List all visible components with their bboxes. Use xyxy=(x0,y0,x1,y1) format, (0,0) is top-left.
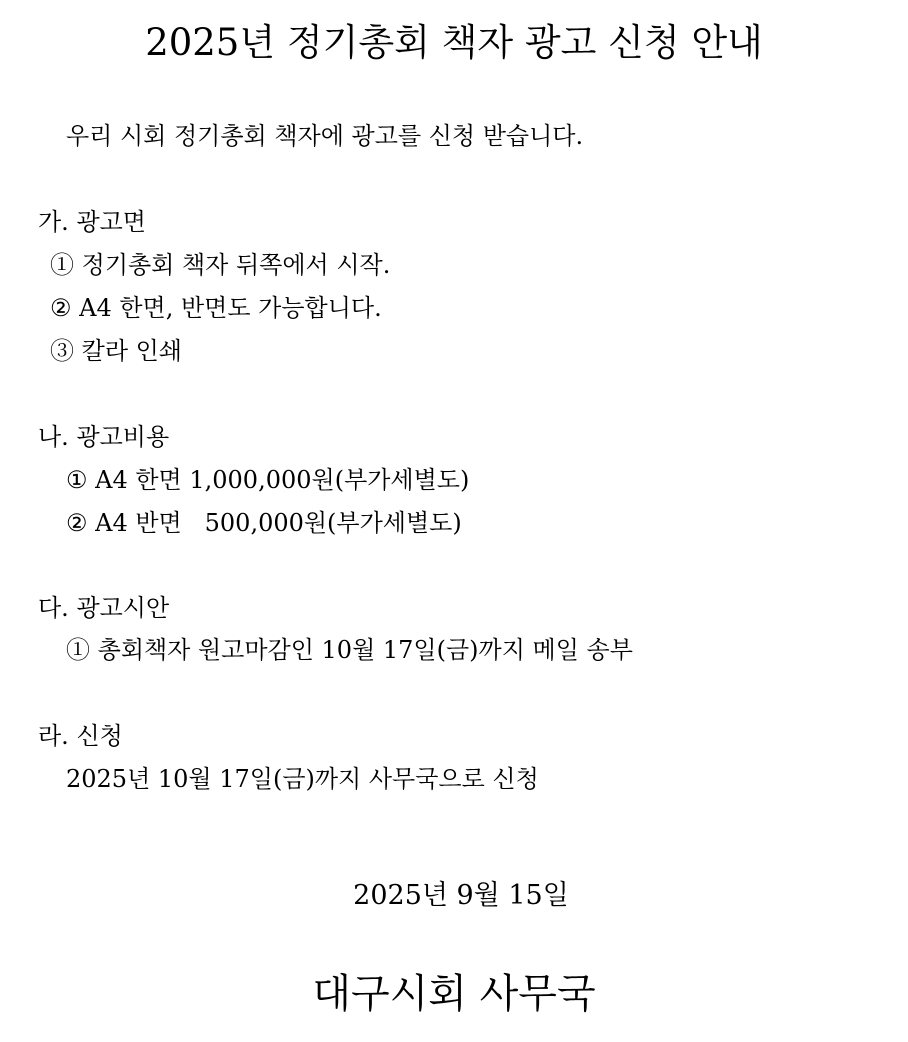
ad-page-item-2: ② A4 한면, 반면도 가능합니다. xyxy=(50,294,382,322)
signer-name: 대구시회 사무국 xyxy=(312,971,596,1017)
ad-draft-item-1: ① 총회책자 원고마감인 10월 17일(금)까지 메일 송부 xyxy=(66,636,633,664)
document-date: 2025년 9월 15일 xyxy=(353,880,569,911)
section-heading-ad-draft: 다. 광고시안 xyxy=(38,594,170,622)
ad-page-item-1: ① 정기총회 책자 뒤쪽에서 시작. xyxy=(50,251,391,279)
document-title: 2025년 정기총회 책자 광고 신청 안내 xyxy=(145,21,763,64)
section-heading-ad-cost: 나. 광고비용 xyxy=(38,423,170,451)
ad-cost-item-1: ① A4 한면 1,000,000원(부가세별도) xyxy=(66,466,470,494)
section-heading-ad-page: 가. 광고면 xyxy=(38,208,146,236)
section-heading-application: 라. 신청 xyxy=(38,722,123,750)
ad-cost-item-2: ② A4 반면 500,000원(부가세별도) xyxy=(66,509,462,537)
ad-page-item-3: ③ 칼라 인쇄 xyxy=(50,337,182,365)
intro-text: 우리 시회 정기총회 책자에 광고를 신청 받습니다. xyxy=(66,122,584,150)
application-item-1: 2025년 10월 17일(금)까지 사무국으로 신청 xyxy=(66,765,539,793)
